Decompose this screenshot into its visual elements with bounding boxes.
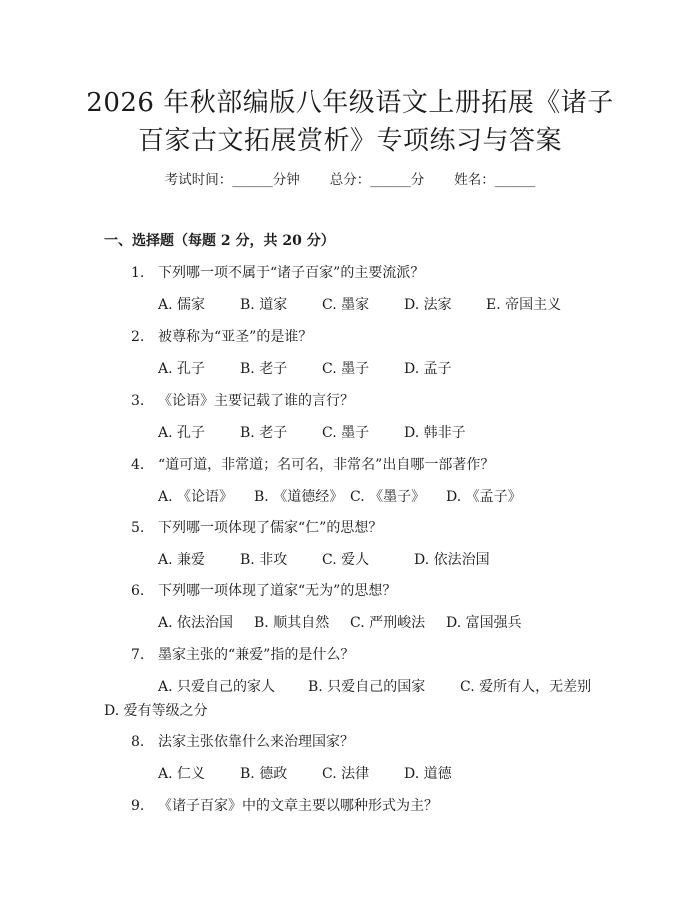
option-c: C. 墨子 xyxy=(322,425,370,441)
option-c: C. 爱所有人，无差别 xyxy=(460,679,592,695)
option-a: A. 只爱自己的家人 xyxy=(158,679,276,695)
question-2 xyxy=(131,326,312,346)
option-b: B. 顺其自然 xyxy=(254,615,330,631)
question-text: 下列哪一项不属于“诸子百家”的主要流派？ xyxy=(158,265,425,281)
option-c: C. 《墨子》 xyxy=(350,489,426,505)
question-text: 《论语》主要记载了谁的言行？ xyxy=(158,393,354,409)
option-e: E. 帝国主义 xyxy=(486,297,562,313)
question-text: 法家主张依靠什么来治理国家？ xyxy=(158,734,354,750)
option-b: B. 德政 xyxy=(240,766,288,782)
question-text: 《诸子百家》中的文章主要以哪种形式为主？ xyxy=(158,798,438,814)
option-d: D. 《孟子》 xyxy=(446,489,522,505)
option-a: A. 兼爱 xyxy=(158,552,206,568)
question-4-options xyxy=(158,486,522,506)
option-a: A. 孔子 xyxy=(158,361,206,377)
question-number: 9. xyxy=(131,798,145,814)
option-d: D. 富国强兵 xyxy=(446,615,522,631)
question-7-options-line1 xyxy=(158,676,591,696)
option-c: C. 法律 xyxy=(322,766,370,782)
option-b: B. 只爱自己的国家 xyxy=(308,679,426,695)
option-d: D. 法家 xyxy=(404,297,452,313)
question-7 xyxy=(131,644,354,664)
question-text: 下列哪一项体现了道家“无为”的思想？ xyxy=(158,583,397,599)
question-3-options xyxy=(158,422,486,442)
question-8 xyxy=(131,731,354,751)
title-line-2: 百家古文拓展赏析》专项练习与答案 xyxy=(137,126,562,156)
question-number: 2. xyxy=(131,329,145,345)
question-number: 8. xyxy=(131,734,145,750)
question-2-options xyxy=(158,358,486,378)
option-b: B. 老子 xyxy=(240,361,288,377)
document-title xyxy=(0,84,700,160)
option-a: A. 儒家 xyxy=(158,297,206,313)
total-score-field: 总分：______分 xyxy=(329,172,425,188)
question-4 xyxy=(131,454,494,474)
question-text: 墨家主张的“兼爱”指的是什么？ xyxy=(158,647,355,663)
option-b: B. 道家 xyxy=(240,297,288,313)
question-number: 3. xyxy=(131,393,145,409)
question-number: 1. xyxy=(131,265,145,281)
exam-time-field: 考试时间：______分钟 xyxy=(164,172,300,188)
question-8-options xyxy=(158,763,486,783)
option-a: A. 依法治国 xyxy=(158,615,234,631)
question-5 xyxy=(131,517,382,537)
option-d: D. 韩非子 xyxy=(404,425,466,441)
option-b: B. 《道德经》 xyxy=(254,489,344,505)
option-c: C. 爱人 xyxy=(322,552,370,568)
option-c: C. 严刑峻法 xyxy=(350,615,426,631)
section-title-choice: 一、选择题（每题 2 分，共 20 分） xyxy=(104,233,335,249)
question-5-options xyxy=(158,549,490,569)
question-number: 7. xyxy=(131,647,145,663)
question-text: 被尊称为“亚圣”的是谁？ xyxy=(158,329,313,345)
question-text: “道可道，非常道；名可名，非常名”出自哪一部著作？ xyxy=(158,457,495,473)
option-d: D. 道德 xyxy=(404,766,452,782)
question-1 xyxy=(131,262,424,282)
option-a: A. 《论语》 xyxy=(158,489,234,505)
option-b: B. 老子 xyxy=(240,425,288,441)
option-b: B. 非攻 xyxy=(240,552,288,568)
question-3 xyxy=(131,390,354,410)
student-name-field: 姓名：______ xyxy=(454,172,536,188)
exam-meta xyxy=(0,168,700,188)
option-c: C. 墨子 xyxy=(322,361,370,377)
question-text: 下列哪一项体现了儒家“仁”的思想？ xyxy=(158,520,383,536)
option-a: A. 孔子 xyxy=(158,425,206,441)
option-c: C. 墨家 xyxy=(322,297,370,313)
question-number: 5. xyxy=(131,520,145,536)
question-number: 4. xyxy=(131,457,145,473)
question-9 xyxy=(131,795,438,815)
option-a: A. 仁义 xyxy=(158,766,206,782)
option-d: D. 依法治国 xyxy=(414,552,490,568)
question-7-options-line2 xyxy=(104,700,208,720)
option-d: D. 爱有等级之分 xyxy=(104,703,208,719)
question-1-options xyxy=(158,294,568,314)
question-number: 6. xyxy=(131,583,145,599)
option-d: D. 孟子 xyxy=(404,361,452,377)
question-6 xyxy=(131,580,396,600)
question-6-options xyxy=(158,612,522,632)
title-line-1: 2026 年秋部编版八年级语文上册拓展《诸子 xyxy=(86,88,614,118)
